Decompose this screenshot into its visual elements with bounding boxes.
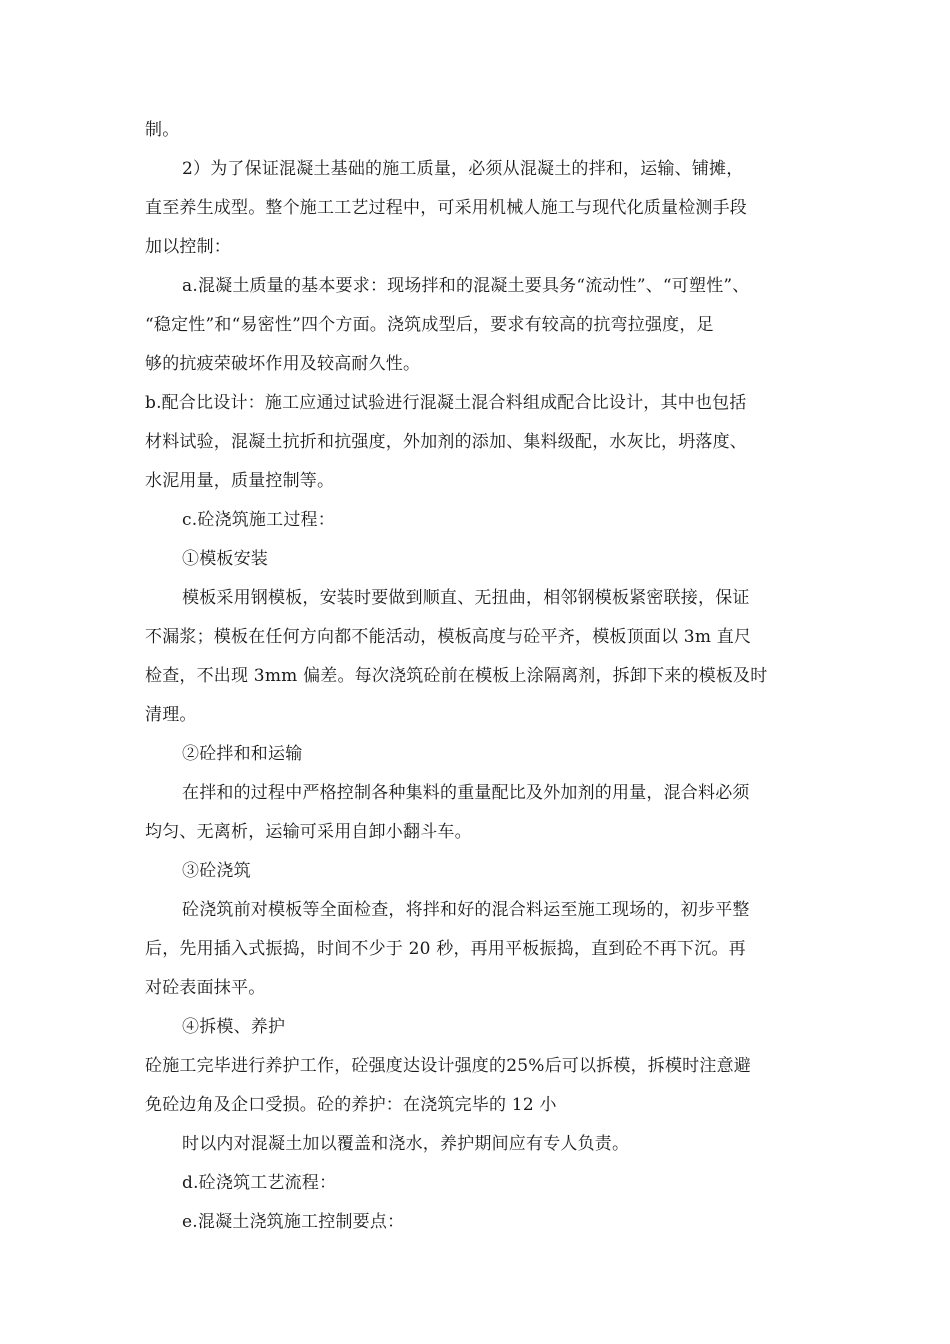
text-line: 材料试验，混凝土抗折和抗强度，外加剂的添加、集料级配，水灰比，坍落度、: [145, 432, 747, 452]
text-line: b.配合比设计：施工应通过试验进行混凝土混合料组成配合比设计，其中也包括: [145, 393, 747, 413]
text-line: d.砼浇筑工艺流程：: [182, 1173, 337, 1193]
text-line: 2）为了保证混凝土基础的施工质量，必须从混凝土的拌和，运输、铺摊，: [182, 159, 744, 179]
text-line: 直至养生成型。整个施工工艺过程中，可采用机械人施工与现代化质量检测手段: [145, 198, 747, 218]
text-line: 免砼边角及企口受损。砼的养护：在浇筑完毕的 12 小: [145, 1095, 557, 1115]
text-line: 加以控制：: [145, 237, 231, 257]
text-line: 砼施工完毕进行养护工作，砼强度达设计强度的25%后可以拆模，拆模时注意避: [145, 1056, 751, 1076]
text-line: 制。: [145, 120, 180, 140]
text-line: 清理。: [145, 705, 197, 725]
text-line: ④拆模、养护: [182, 1017, 286, 1037]
text-line: 够的抗疲荣破坏作用及较高耐久性。: [145, 354, 421, 374]
text-line: ②砼拌和和运输: [182, 744, 303, 764]
text-line: ①模板安装: [182, 549, 268, 569]
text-line: 不漏浆；模板在任何方向都不能活动，模板高度与砼平齐，模板顶面以 3m 直尺: [145, 627, 752, 647]
text-line: a.混凝土质量的基本要求：现场拌和的混凝土要具务“流动性”、“可塑性”、: [182, 276, 750, 296]
text-line: 砼浇筑前对模板等全面检查，将拌和好的混合料运至施工现场的，初步平整: [182, 900, 750, 920]
text-line: 水泥用量，质量控制等。: [145, 471, 335, 491]
text-line: “稳定性”和“易密性”四个方面。浇筑成型后，要求有较高的抗弯拉强度，足: [145, 315, 714, 335]
text-line: 后，先用插入式振捣，时间不少于 20 秒，再用平板振捣，直到砼不再下沉。再: [145, 939, 746, 959]
text-line: 对砼表面抹平。: [145, 978, 266, 998]
text-line: ③砼浇筑: [182, 861, 251, 881]
text-line: 模板采用钢模板，安装时要做到顺直、无扭曲，相邻钢模板紧密联接，保证: [182, 588, 750, 608]
text-line: e.混凝土浇筑施工控制要点：: [182, 1212, 405, 1232]
text-line: c.砼浇筑施工过程：: [182, 510, 335, 530]
text-line: 均匀、无离析，运输可采用自卸小翻斗车。: [145, 822, 472, 842]
text-line: 在拌和的过程中严格控制各种集料的重量配比及外加剂的用量，混合料必须: [182, 783, 750, 803]
text-line: 时以内对混凝土加以覆盖和浇水，养护期间应有专人负责。: [182, 1134, 630, 1154]
text-line: 检查，不出现 3mm 偏差。每次浇筑砼前在模板上涂隔离剂，拆卸下来的模板及时: [145, 666, 768, 686]
